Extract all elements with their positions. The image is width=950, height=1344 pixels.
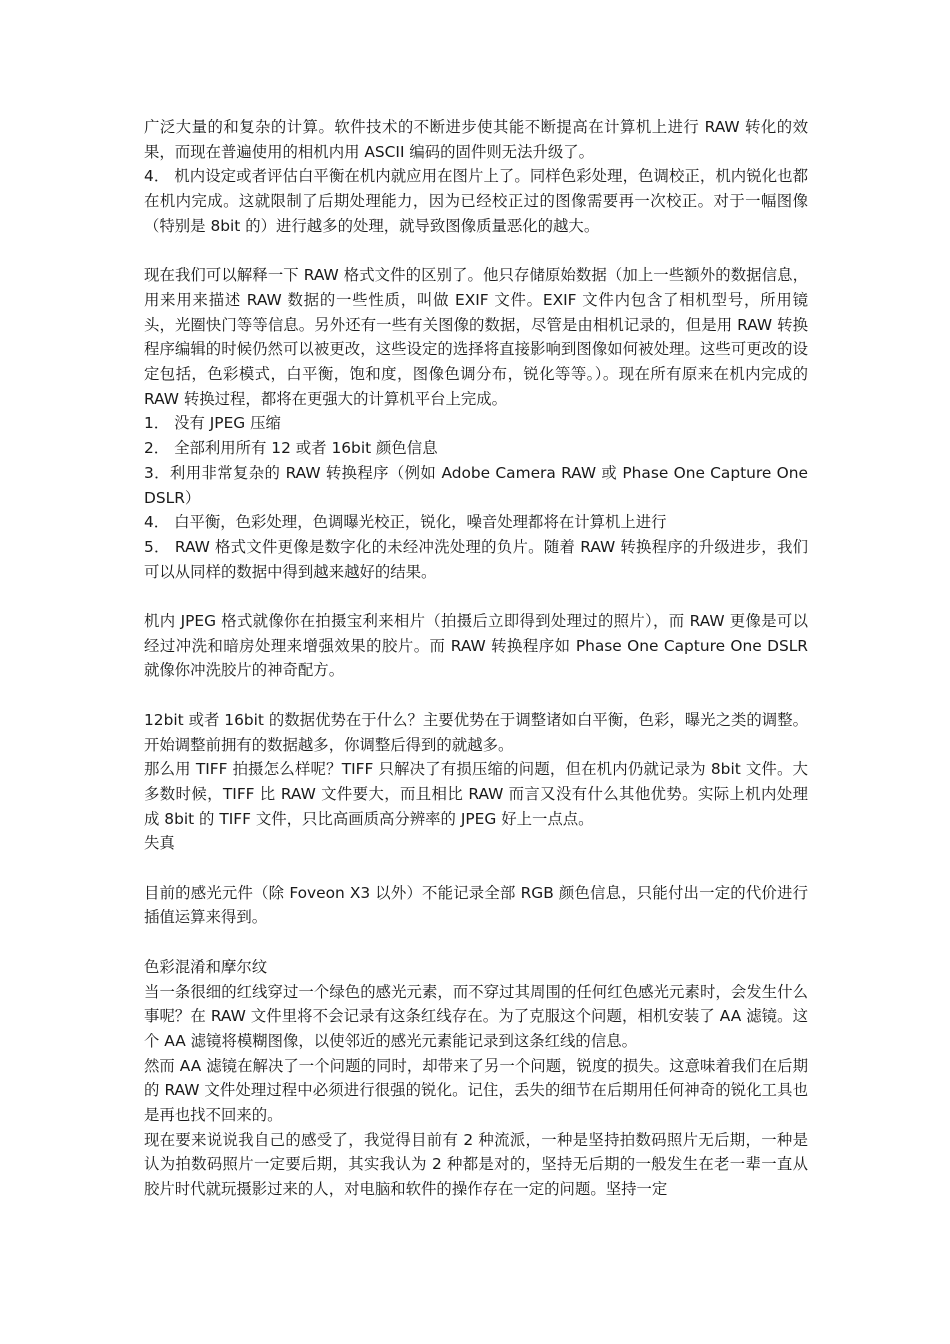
paragraph: 失真 (144, 834, 175, 853)
blank-line (144, 856, 808, 881)
paragraph: 4． 白平衡，色彩处理，色调曝光校正，锐化，噪音处理都将在计算机上进行 (144, 513, 667, 532)
paragraph: 现在我们可以解释一下 RAW 格式文件的区别了。他只存储原始数据（加上一些额外的数据信息，用来用来描述 RAW 数据的一些性质，叫做 EXIF 文件。EXIF 文件内包含了相机型号，所用镜头，光圈快门等等信息。另外还有一些有关图像的数据，尽管是由相机记录的，但是用 RAW 转换程序编辑的时候仍然可以被更改，这些设定的选择将直接影响到图像如何被处理。这些可更改的设定包括，色彩模式，白平衡，饱和度，图像色调分布，锐化等等。）。现在所有原来在机内完成的 RAW 转换过程，都将在更强大的计算机平台上完成。 (144, 266, 808, 408)
blank-line (144, 584, 808, 609)
paragraph: 机内 JPEG 格式就像你在拍摄宝利来相片（拍摄后立即得到处理过的照片），而 RAW 更像是可以经过冲洗和暗房处理来增强效果的胶片。而 RAW 转换程序如 Phase One Capture One DSLR 就像你冲洗胶片的神奇配方。 (144, 612, 808, 680)
paragraph: 那么用 TIFF 拍摄怎么样呢？TIFF 只解决了有损压缩的问题，但在机内仍就记录为 8bit 文件。大多数时候，TIFF 比 RAW 文件要大，而且相比 RAW 而言又没有什么其他优势。实际上机内处理成 8bit 的 TIFF 文件，只比高画质高分辨率的 JPEG 好上一点点。 (144, 760, 808, 828)
blank-line (144, 239, 808, 264)
paragraph: 5． RAW 格式文件更像是数字化的未经冲洗处理的负片。随着 RAW 转换程序的升级进步，我们可以从同样的数据中得到越来越好的结果。 (144, 537, 808, 581)
paragraph: 目前的感光元件（除 Foveon X3 以外）不能记录全部 RGB 颜色信息，只能付出一定的代价进行插值运算来得到。 (144, 883, 808, 927)
paragraph: 然而 AA 滤镜在解决了一个问题的同时，却带来了另一个问题，锐度的损失。这意味着我们在后期的 RAW 文件处理过程中必须进行很强的锐化。记住，丢失的细节在后期用任何神奇的锐化工具也是再也找不回来的。 (144, 1056, 808, 1125)
paragraph: 广泛大量的和复杂的计算。软件技术的不断进步使其能不断提高在计算机上进行 RAW 转化的效果，而现在普遍使用的相机内用 ASCII 编码的固件则无法升级了。 (144, 118, 808, 161)
paragraph: 1． 没有 JPEG 压缩 (144, 414, 281, 433)
paragraph: 现在要来说说我自己的感受了，我觉得目前有 2 种流派，一种是坚持拍数码照片无后期，一种是认为拍数码照片一定要后期，其实我认为 2 种都是对的，坚持无后期的一般发生在老一辈一直从胶片时代就玩摄影过来的人，对电脑和软件的操作存在一定的问题。坚持一定 (144, 1130, 808, 1199)
paragraph: 12bit 或者 16bit 的数据优势在于什么？主要优势在于调整诸如白平衡，色彩，曝光之类的调整。开始调整前拥有的数据越多，你调整后得到的就越多。 (144, 710, 808, 754)
paragraph: 4． 机内设定或者评估白平衡在机内就应用在图片上了。同样色彩处理，色调校正，机内锐化也都在机内完成。这就限制了后期处理能力，因为已经校正过的图像需要再一次校正。对于一幅图像（特别是 8bit 的）进行越多的处理，就导致图像质量恶化的越大。 (144, 167, 808, 235)
blank-line (144, 930, 808, 955)
document-body (144, 115, 808, 1202)
paragraph: 3．利用非常复杂的 RAW 转换程序（例如 Adobe Camera RAW 或 Phase One Capture One DSLR） (144, 463, 808, 507)
paragraph: 色彩混淆和摩尔纹 (144, 957, 268, 976)
blank-line (144, 683, 808, 708)
paragraph: 2． 全部利用所有 12 或者 16bit 颜色信息 (144, 439, 438, 458)
paragraph: 当一条很细的红线穿过一个绿色的感光元素，而不穿过其周围的任何红色感光元素时，会发生什么事呢？在 RAW 文件里将不会记录有这条红线存在。为了克服这个问题，相机安装了 AA 滤镜。这个 AA 滤镜将模糊图像，以使邻近的感光元素能记录到这条红线的信息。 (144, 982, 808, 1050)
